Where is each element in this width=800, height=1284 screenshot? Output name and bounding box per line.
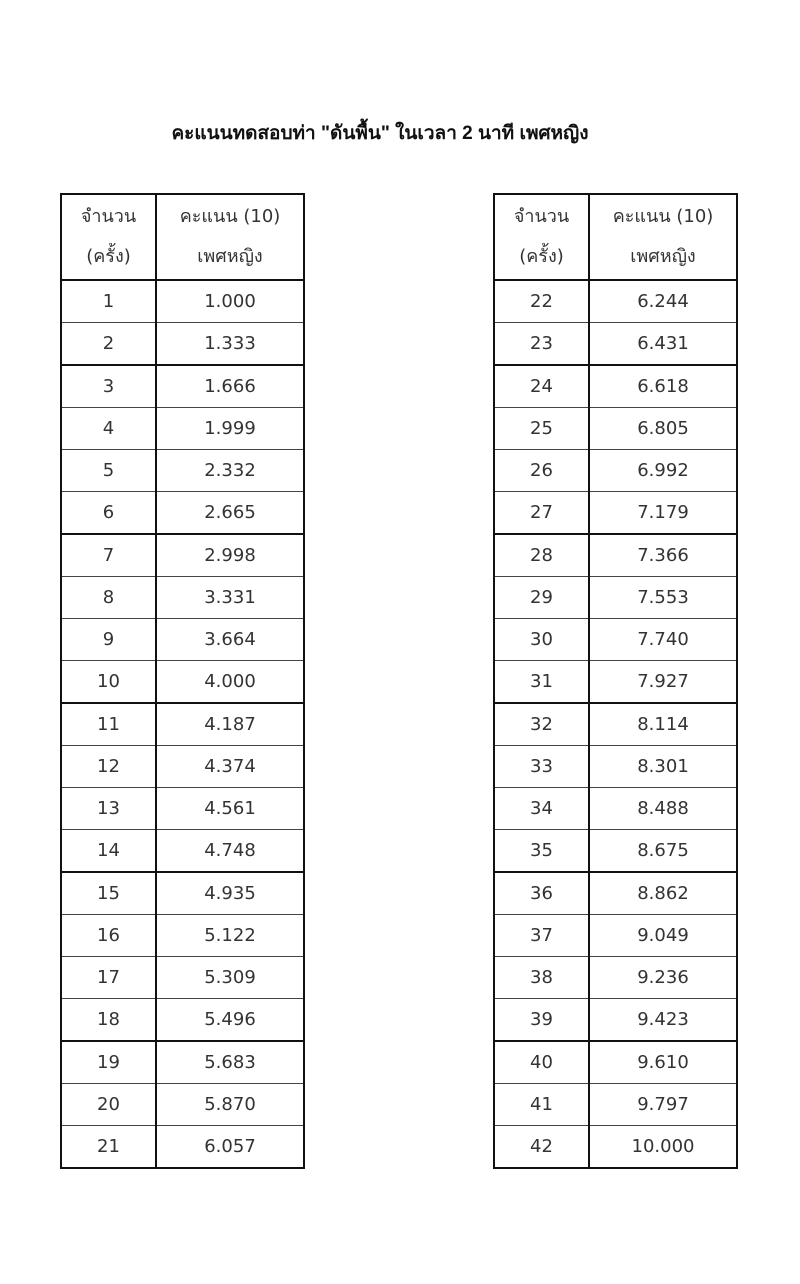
column-header-count bbox=[61, 194, 156, 280]
score-cell: 5.870 bbox=[156, 1084, 304, 1126]
table-row bbox=[494, 999, 737, 1042]
score-cell: 4.561 bbox=[156, 788, 304, 830]
count-cell: 38 bbox=[494, 957, 589, 999]
count-cell: 14 bbox=[61, 830, 156, 873]
count-header-line1: จำนวน bbox=[80, 206, 137, 227]
table-row bbox=[494, 280, 737, 323]
column-header-count bbox=[494, 194, 589, 280]
count-cell: 5 bbox=[61, 450, 156, 492]
column-header-score bbox=[156, 194, 304, 280]
table-row bbox=[494, 534, 737, 577]
table-row bbox=[61, 280, 304, 323]
score-cell: 1.333 bbox=[156, 323, 304, 366]
table-row bbox=[494, 323, 737, 366]
table-row bbox=[61, 1041, 304, 1084]
count-header-line2: (ครั้ง) bbox=[86, 246, 131, 267]
table-header-row bbox=[494, 194, 737, 280]
table-row bbox=[61, 1126, 304, 1169]
score-header-line1: คะแนน (10) bbox=[179, 206, 281, 227]
score-cell: 9.797 bbox=[589, 1084, 737, 1126]
table-body-left bbox=[61, 280, 304, 1168]
table-row bbox=[494, 915, 737, 957]
count-cell: 8 bbox=[61, 577, 156, 619]
table-row bbox=[61, 577, 304, 619]
score-cell: 5.683 bbox=[156, 1041, 304, 1084]
score-cell: 7.553 bbox=[589, 577, 737, 619]
score-cell: 1.666 bbox=[156, 365, 304, 408]
count-cell: 28 bbox=[494, 534, 589, 577]
count-cell: 20 bbox=[61, 1084, 156, 1126]
count-cell: 29 bbox=[494, 577, 589, 619]
score-cell: 4.000 bbox=[156, 661, 304, 704]
count-cell: 42 bbox=[494, 1126, 589, 1169]
score-cell: 8.114 bbox=[589, 703, 737, 746]
count-cell: 11 bbox=[61, 703, 156, 746]
count-cell: 9 bbox=[61, 619, 156, 661]
score-cell: 6.992 bbox=[589, 450, 737, 492]
table-row bbox=[494, 365, 737, 408]
count-cell: 40 bbox=[494, 1041, 589, 1084]
count-cell: 24 bbox=[494, 365, 589, 408]
count-cell: 23 bbox=[494, 323, 589, 366]
score-cell: 8.301 bbox=[589, 746, 737, 788]
table-row bbox=[494, 872, 737, 915]
table-body-right bbox=[494, 280, 737, 1168]
table-row bbox=[61, 492, 304, 535]
score-cell: 4.748 bbox=[156, 830, 304, 873]
score-cell: 2.332 bbox=[156, 450, 304, 492]
count-cell: 10 bbox=[61, 661, 156, 704]
count-cell: 25 bbox=[494, 408, 589, 450]
table-row bbox=[61, 872, 304, 915]
count-header-line2: (ครั้ง) bbox=[519, 246, 564, 267]
score-cell: 1.999 bbox=[156, 408, 304, 450]
count-cell: 18 bbox=[61, 999, 156, 1042]
count-header-line1: จำนวน bbox=[513, 206, 570, 227]
table-header-row bbox=[61, 194, 304, 280]
count-cell: 21 bbox=[61, 1126, 156, 1169]
table-row bbox=[494, 408, 737, 450]
score-cell: 6.618 bbox=[589, 365, 737, 408]
score-cell: 8.488 bbox=[589, 788, 737, 830]
score-cell: 2.665 bbox=[156, 492, 304, 535]
score-cell: 8.675 bbox=[589, 830, 737, 873]
score-cell: 1.000 bbox=[156, 280, 304, 323]
table-row bbox=[61, 1084, 304, 1126]
score-cell: 5.496 bbox=[156, 999, 304, 1042]
table-row bbox=[494, 450, 737, 492]
score-cell: 6.431 bbox=[589, 323, 737, 366]
table-row bbox=[494, 619, 737, 661]
count-cell: 41 bbox=[494, 1084, 589, 1126]
count-cell: 19 bbox=[61, 1041, 156, 1084]
score-cell: 4.935 bbox=[156, 872, 304, 915]
table-row bbox=[494, 492, 737, 535]
score-cell: 7.179 bbox=[589, 492, 737, 535]
count-cell: 26 bbox=[494, 450, 589, 492]
count-cell: 32 bbox=[494, 703, 589, 746]
score-cell: 7.740 bbox=[589, 619, 737, 661]
score-cell: 5.122 bbox=[156, 915, 304, 957]
table-row bbox=[494, 830, 737, 873]
table-row bbox=[494, 1084, 737, 1126]
table-row bbox=[61, 534, 304, 577]
table-row bbox=[494, 957, 737, 999]
count-cell: 13 bbox=[61, 788, 156, 830]
table-row bbox=[61, 746, 304, 788]
count-cell: 34 bbox=[494, 788, 589, 830]
score-header-line2: เพศหญิง bbox=[630, 246, 696, 267]
score-cell: 3.331 bbox=[156, 577, 304, 619]
score-cell: 3.664 bbox=[156, 619, 304, 661]
table-row bbox=[61, 957, 304, 999]
score-cell: 9.423 bbox=[589, 999, 737, 1042]
score-cell: 9.610 bbox=[589, 1041, 737, 1084]
count-cell: 27 bbox=[494, 492, 589, 535]
count-cell: 4 bbox=[61, 408, 156, 450]
table-row bbox=[494, 788, 737, 830]
score-cell: 2.998 bbox=[156, 534, 304, 577]
score-cell: 8.862 bbox=[589, 872, 737, 915]
score-cell: 6.057 bbox=[156, 1126, 304, 1169]
count-cell: 6 bbox=[61, 492, 156, 535]
score-header-line1: คะแนน (10) bbox=[612, 206, 714, 227]
table-row bbox=[61, 788, 304, 830]
score-cell: 6.805 bbox=[589, 408, 737, 450]
count-cell: 16 bbox=[61, 915, 156, 957]
score-table-left bbox=[60, 193, 305, 1169]
score-cell: 10.000 bbox=[589, 1126, 737, 1169]
table-row bbox=[494, 577, 737, 619]
count-cell: 3 bbox=[61, 365, 156, 408]
table-row bbox=[61, 703, 304, 746]
count-cell: 12 bbox=[61, 746, 156, 788]
table-row bbox=[494, 1041, 737, 1084]
count-cell: 31 bbox=[494, 661, 589, 704]
score-cell: 7.927 bbox=[589, 661, 737, 704]
count-cell: 1 bbox=[61, 280, 156, 323]
count-cell: 17 bbox=[61, 957, 156, 999]
count-cell: 37 bbox=[494, 915, 589, 957]
score-cell: 4.187 bbox=[156, 703, 304, 746]
score-table-right bbox=[493, 193, 738, 1169]
table-row bbox=[494, 703, 737, 746]
table-row bbox=[61, 999, 304, 1042]
table-row bbox=[61, 323, 304, 366]
table-row bbox=[61, 408, 304, 450]
count-cell: 33 bbox=[494, 746, 589, 788]
count-cell: 7 bbox=[61, 534, 156, 577]
column-header-score bbox=[589, 194, 737, 280]
table-row bbox=[494, 1126, 737, 1169]
page-title: คะแนนทดสอบท่า "ดันพื้น" ในเวลา 2 นาที เพศหญิง bbox=[171, 123, 589, 144]
table-row bbox=[61, 830, 304, 873]
count-cell: 39 bbox=[494, 999, 589, 1042]
count-cell: 2 bbox=[61, 323, 156, 366]
table-row bbox=[494, 746, 737, 788]
table-row bbox=[61, 365, 304, 408]
table-row bbox=[61, 619, 304, 661]
count-cell: 35 bbox=[494, 830, 589, 873]
score-cell: 9.049 bbox=[589, 915, 737, 957]
table-row bbox=[61, 450, 304, 492]
count-cell: 15 bbox=[61, 872, 156, 915]
table-row bbox=[61, 661, 304, 704]
count-cell: 30 bbox=[494, 619, 589, 661]
score-cell: 6.244 bbox=[589, 280, 737, 323]
count-cell: 36 bbox=[494, 872, 589, 915]
score-cell: 7.366 bbox=[589, 534, 737, 577]
table-row bbox=[61, 915, 304, 957]
score-header-line2: เพศหญิง bbox=[197, 246, 263, 267]
score-cell: 5.309 bbox=[156, 957, 304, 999]
score-cell: 4.374 bbox=[156, 746, 304, 788]
table-row bbox=[494, 661, 737, 704]
score-cell: 9.236 bbox=[589, 957, 737, 999]
count-cell: 22 bbox=[494, 280, 589, 323]
